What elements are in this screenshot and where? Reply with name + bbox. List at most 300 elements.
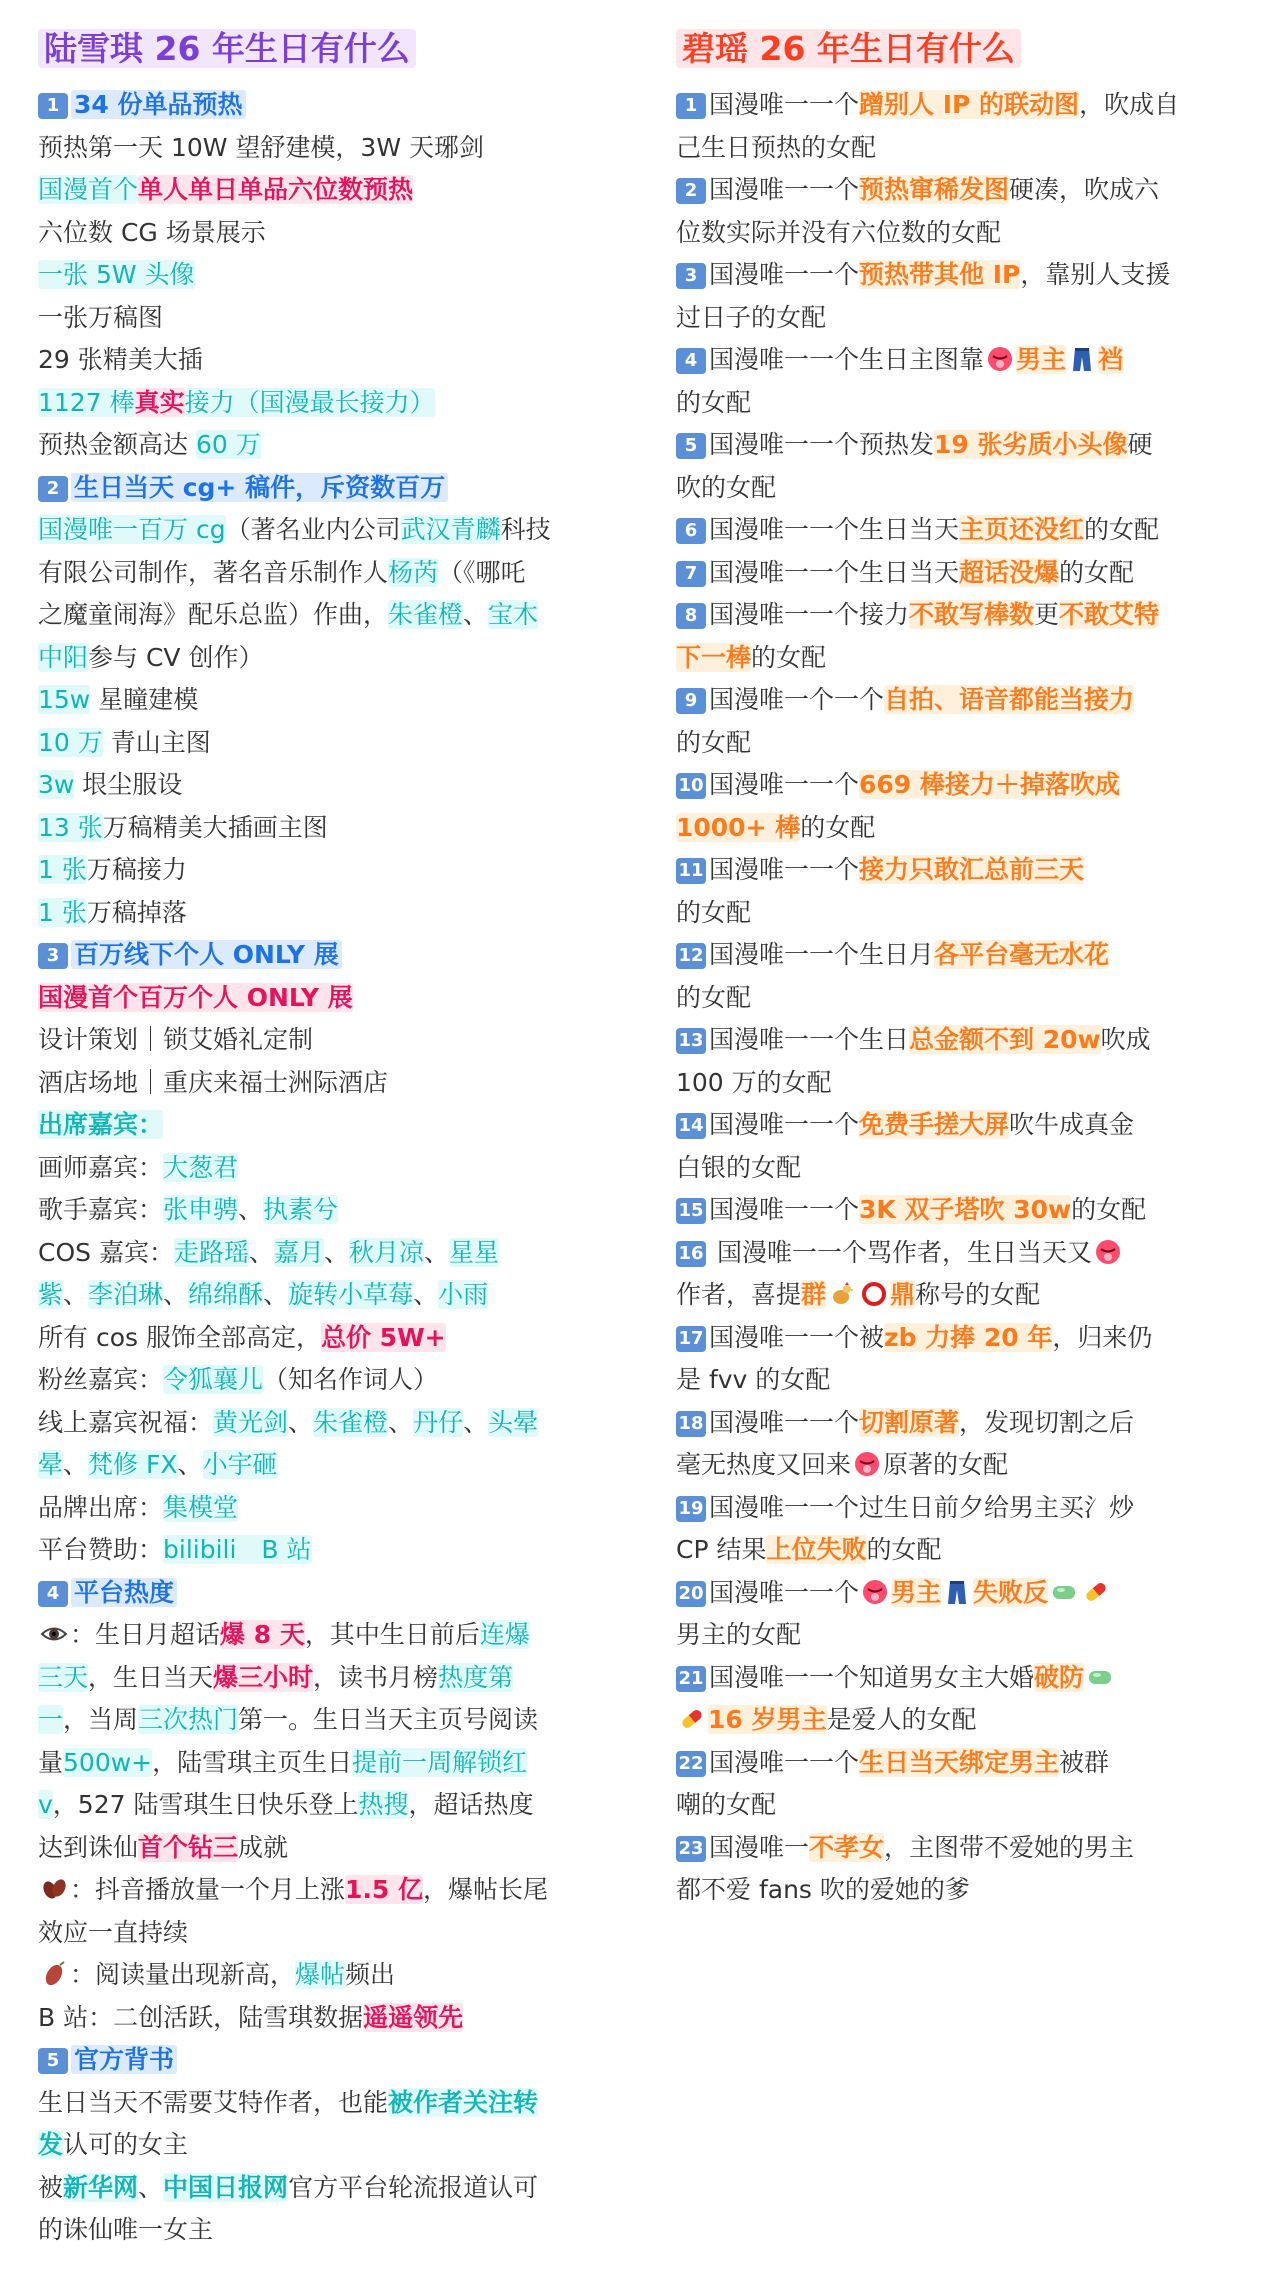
line-text: 达到诛仙 <box>38 1832 139 1862</box>
line-text: 品牌出席： <box>38 1492 164 1522</box>
right-text-line <box>676 84 1246 127</box>
line-text: 原著的女配 <box>883 1450 1009 1479</box>
right-text-line <box>676 1274 1246 1317</box>
left-text-line <box>38 382 598 425</box>
right-text-line <box>676 509 1246 552</box>
highlight-text: 19 张劣质小头像 <box>934 430 1128 459</box>
right-text-line <box>676 1657 1246 1700</box>
right-text-line <box>676 1827 1246 1870</box>
left-text-line <box>38 1699 598 1742</box>
right-text-line <box>676 467 1246 510</box>
line-text: 国漫唯一一个被 <box>709 1322 885 1352</box>
left-text-line <box>38 1062 598 1105</box>
left-text-line <box>38 1657 598 1700</box>
line-text: 国漫唯一一个过生日前夕给男主买氵炒 <box>709 1492 1135 1522</box>
line-text: 国漫唯一一个 <box>709 90 860 119</box>
line-text: 、 <box>388 1407 414 1437</box>
highlight-text: 集模堂 <box>163 1492 239 1522</box>
line-text: 国漫唯一一个接力 <box>709 600 910 629</box>
highlight-text: 15w <box>38 685 91 714</box>
number-badge: 13 <box>676 1028 706 1054</box>
left-text-line <box>38 424 598 467</box>
number-badge: 5 <box>676 433 706 459</box>
left-text-line <box>38 1869 598 1912</box>
line-text: 己生日预热的女配 <box>676 132 877 162</box>
line-text: 六位数 CG 场景展示 <box>38 217 266 247</box>
line-text: 毫无热度又回来 <box>676 1450 852 1479</box>
left-text-line <box>38 679 598 722</box>
line-text: 过日子的女配 <box>676 302 827 332</box>
highlight-text: 鼎 <box>890 1280 916 1309</box>
left-text-line <box>38 849 598 892</box>
highlight-text: 爆帖 <box>295 1960 346 1989</box>
line-text: 国漫唯一一个骂作者，生日当天又 <box>709 1237 1092 1267</box>
right-text-line <box>676 1572 1246 1615</box>
line-text: 的女配 <box>866 1535 942 1564</box>
highlight-text: 新华网 <box>63 2172 139 2202</box>
highlight-text: 三天 <box>38 1662 89 1692</box>
highlight-text: 丹仔 <box>413 1407 464 1437</box>
right-text-line <box>676 892 1246 935</box>
right-text-line <box>676 254 1246 297</box>
line-text: 、 <box>63 1450 89 1479</box>
line-text: 歌手嘉宾： <box>38 1195 164 1224</box>
line-text: 国漫唯一一个知道男女主大婚 <box>709 1662 1035 1692</box>
line-text: 之魔童闹海》配乐总监）作曲， <box>38 600 389 629</box>
line-text: 是 fvv 的女配 <box>676 1365 831 1394</box>
eye-icon <box>40 1619 68 1647</box>
line-text: 100 万的女配 <box>676 1067 832 1097</box>
highlight-text: 自拍、语音都能当接力 <box>884 685 1135 714</box>
highlight-text: 失败反 <box>973 1577 1049 1607</box>
highlight-text: zb 力捧 20 年 <box>884 1322 1053 1352</box>
left-text-line <box>38 594 598 637</box>
highlight-text: 不敢写棒数 <box>909 600 1035 629</box>
left-text-line <box>38 339 598 382</box>
right-text-line <box>676 722 1246 765</box>
number-badge: 8 <box>676 603 706 629</box>
line-text: 频出 <box>345 1960 396 1989</box>
left-text-line <box>38 1487 598 1530</box>
left-lines <box>38 84 598 2252</box>
right-text-line <box>676 1147 1246 1190</box>
highlight-text: 爆三小时 <box>213 1662 314 1692</box>
right-text-line <box>676 169 1246 212</box>
line-text: 是爱人的女配 <box>826 1705 977 1734</box>
highlight-text: 三次热门 <box>138 1705 239 1734</box>
line-text: ：抖音播放量一个月上涨 <box>70 1875 346 1904</box>
line-text: 、 <box>413 1280 439 1309</box>
right-text-line <box>676 1487 1246 1530</box>
highlight-text: 单人单日单品六位数预热 <box>138 175 414 204</box>
right-text-line <box>676 1019 1246 1062</box>
right-text-line <box>676 297 1246 340</box>
right-text-line <box>676 339 1246 382</box>
left-text-line <box>38 1784 598 1827</box>
line-text: 第一。生日当天主页号阅读 <box>238 1705 539 1734</box>
left-section-heading <box>38 84 598 127</box>
right-text-line <box>676 637 1246 680</box>
left-text-line <box>38 127 598 170</box>
line-text: ，527 陆雪琪生日快乐登上 <box>52 1790 359 1819</box>
line-text: ，靠别人支援 <box>1020 260 1171 289</box>
left-text-line <box>38 169 598 212</box>
highlight-text: 提前一周解锁红 <box>352 1747 528 1777</box>
line-text: 国漫唯一 <box>709 1832 810 1862</box>
right-text-line <box>676 382 1246 425</box>
highlight-text: 各平台毫无水花 <box>934 940 1110 969</box>
left-text-line <box>38 1317 598 1360</box>
highlight-text: 男主 <box>891 1577 942 1607</box>
line-text: 硬 <box>1127 430 1153 459</box>
line-text: （《哪吒 <box>438 557 526 587</box>
pill-icon <box>678 1704 706 1732</box>
right-text-line <box>676 1062 1246 1105</box>
right-text-line <box>676 424 1246 467</box>
highlight-text: 破防 <box>1034 1662 1085 1692</box>
highlight-text: 1000+ 棒 <box>676 812 801 842</box>
highlight-text: 一 <box>38 1705 64 1734</box>
left-section-heading <box>38 1572 598 1615</box>
highlight-text: bilibili B 站 <box>163 1535 312 1564</box>
highlight-text: 超话没爆 <box>959 557 1060 587</box>
highlight-text: 被作者关注转 <box>388 2087 539 2117</box>
left-text-line <box>38 2082 598 2125</box>
line-text: 国漫唯一一个 <box>709 855 860 884</box>
right-text-line <box>676 127 1246 170</box>
highlight-text: 嘉月 <box>273 1237 324 1267</box>
left-text-line <box>38 807 598 850</box>
highlight-text: 朱雀橙 <box>313 1407 389 1437</box>
left-text-line <box>38 1444 598 1487</box>
line-text: 青山主图 <box>102 727 211 757</box>
line-text: 男主的女配 <box>676 1620 802 1649</box>
highlight-text: 蹭别人 IP 的联动图 <box>859 90 1080 119</box>
number-badge: 2 <box>38 476 68 502</box>
line-text: 国漫唯一一个 <box>709 1195 860 1224</box>
right-text-line <box>676 807 1246 850</box>
line-text: 34 份单品预热 <box>71 90 246 119</box>
highlight-text: 669 棒接力＋掉落吹成 <box>859 770 1120 799</box>
left-text-line <box>38 212 598 255</box>
line-text: 国漫唯一一个 <box>709 260 860 289</box>
tongue-icon <box>986 344 1014 372</box>
number-badge: 1 <box>38 93 68 119</box>
rooster-icon <box>828 1279 856 1307</box>
highlight-text: 主页还没红 <box>959 515 1085 544</box>
highlight-text: 张申骋 <box>163 1195 239 1224</box>
highlight-text: 10 万 <box>38 727 103 757</box>
line-text: 国漫唯一一个 <box>709 1747 860 1777</box>
line-text: 的女配 <box>676 982 752 1012</box>
right-text-line <box>676 1699 1246 1742</box>
number-badge: 4 <box>676 348 706 374</box>
line-text: ，爆帖长尾 <box>423 1875 549 1904</box>
sweet-potato-icon <box>40 1959 68 1987</box>
right-text-line <box>676 1614 1246 1657</box>
left-text-line <box>38 764 598 807</box>
number-badge: 11 <box>676 858 706 884</box>
left-text-line <box>38 2209 598 2252</box>
left-column <box>38 22 598 2252</box>
left-text-line <box>38 1274 598 1317</box>
highlight-text: 国漫首个百万个人 ONLY 展 <box>38 982 353 1012</box>
line-text: ，超话热度 <box>408 1790 534 1819</box>
line-text: 、 <box>463 1407 489 1437</box>
highlight-text: 总价 5W+ <box>320 1322 446 1352</box>
line-text: 作者，喜提 <box>676 1280 802 1309</box>
line-text: 、 <box>238 1195 264 1224</box>
left-text-line <box>38 722 598 765</box>
right-text-line <box>676 1529 1246 1572</box>
line-text: CP 结果 <box>676 1535 767 1564</box>
highlight-text: 秋月凉 <box>349 1237 425 1267</box>
line-text: 垠尘服设 <box>74 770 183 799</box>
line-text: 都不爱 fans 吹的爱她的爹 <box>676 1875 970 1904</box>
number-badge: 22 <box>676 1751 706 1777</box>
right-text-line <box>676 934 1246 977</box>
line-text: 、 <box>424 1237 450 1267</box>
highlight-text: 出席嘉宾： <box>38 1110 164 1139</box>
right-text-line <box>676 1189 1246 1232</box>
left-text-line <box>38 1147 598 1190</box>
tongue-icon <box>853 1449 881 1477</box>
number-badge: 3 <box>676 263 706 289</box>
highlight-text: 令狐襄儿 <box>163 1365 264 1394</box>
highlight-text: 预热窜稀发图 <box>859 175 1010 204</box>
line-text: 平台赞助： <box>38 1535 164 1564</box>
highlight-text: 真实 <box>134 387 185 417</box>
bean-icon <box>40 1874 68 1902</box>
highlight-text: 13 张 <box>38 812 103 842</box>
highlight-text: 国漫首个 <box>38 175 139 204</box>
line-text: 位数实际并没有六位数的女配 <box>676 217 1002 247</box>
right-text-line <box>676 594 1246 637</box>
line-text: ：生日月超话 <box>70 1620 221 1649</box>
highlight-text: 接力只敢汇总前三天 <box>859 855 1085 884</box>
highlight-text: v <box>38 1790 53 1819</box>
left-text-line <box>38 977 598 1020</box>
left-text-line <box>38 509 598 552</box>
highlight-text: 60 万 <box>195 430 261 459</box>
right-text-line <box>676 1317 1246 1360</box>
left-text-line <box>38 552 598 595</box>
highlight-text: 1.5 亿 <box>345 1875 424 1904</box>
line-text: 的诛仙唯一女主 <box>38 2215 214 2244</box>
tongue-icon <box>861 1577 889 1605</box>
line-text: 画师嘉宾： <box>38 1152 164 1182</box>
line-text: 百万线下个人 ONLY 展 <box>71 940 342 969</box>
line-text: 嘲的女配 <box>676 1790 777 1819</box>
right-column <box>676 22 1246 1912</box>
left-text-line <box>38 1359 598 1402</box>
left-text-line <box>38 1529 598 1572</box>
line-text: 更 <box>1034 600 1060 629</box>
line-text: 国漫唯一一个生日主图靠 <box>709 345 985 374</box>
left-text-line <box>38 1912 598 1955</box>
left-text-line <box>38 1189 598 1232</box>
line-text: 国漫唯一一个 <box>709 175 860 204</box>
soap-icon <box>1086 1662 1114 1690</box>
number-badge: 4 <box>38 1581 68 1607</box>
highlight-text: 紫 <box>38 1280 64 1309</box>
line-text: 的女配 <box>1059 557 1135 587</box>
highlight-text: 大葱君 <box>163 1152 239 1182</box>
right-text-line <box>676 679 1246 722</box>
line-text: 白银的女配 <box>676 1152 802 1182</box>
right-text-line <box>676 977 1246 1020</box>
number-badge: 16 <box>676 1241 706 1267</box>
line-text: ，其中生日前后 <box>304 1620 480 1649</box>
line-text: 认可的女主 <box>63 2130 189 2159</box>
highlight-text: 头晕 <box>488 1407 539 1437</box>
highlight-text: 中国日报网 <box>163 2172 289 2202</box>
left-text-line <box>38 892 598 935</box>
line-text: （著名业内公司 <box>225 515 401 544</box>
jeans-icon <box>943 1577 971 1605</box>
highlight-text: 热搜 <box>358 1790 409 1819</box>
number-badge: 23 <box>676 1836 706 1862</box>
highlight-text: 热度第 <box>438 1662 514 1692</box>
highlight-text: 爆 8 天 <box>220 1620 305 1649</box>
left-text-line <box>38 1402 598 1445</box>
number-badge: 21 <box>676 1666 706 1692</box>
line-text: 的女配 <box>751 642 827 672</box>
line-text: 29 张精美大插 <box>38 345 203 374</box>
line-text: 的女配 <box>1084 515 1160 544</box>
highlight-text: 生日当天绑定男主 <box>859 1747 1060 1777</box>
line-text: ，生日当天 <box>88 1662 214 1692</box>
highlight-text: 武汉青麟 <box>400 515 501 544</box>
highlight-text: 不孝女 <box>809 1832 885 1862</box>
right-lines <box>676 84 1246 1912</box>
line-text: ，陆雪琪主页生日 <box>152 1747 353 1777</box>
line-text: 国漫唯一一个 <box>709 1407 860 1437</box>
line-text: 的女配 <box>1071 1195 1147 1224</box>
line-text: 万稿接力 <box>86 855 187 884</box>
number-badge: 1 <box>676 93 706 119</box>
right-text-line <box>676 1232 1246 1275</box>
line-text: ，当周 <box>63 1705 139 1734</box>
highlight-text: 星星 <box>449 1237 500 1267</box>
line-text: COS 嘉宾： <box>38 1237 174 1267</box>
line-text: 国漫唯一一个生日当天 <box>709 557 960 587</box>
line-text: 国漫唯一一个预热发 <box>709 430 935 459</box>
number-badge: 12 <box>676 943 706 969</box>
highlight-text: 绵绵酥 <box>188 1280 264 1309</box>
highlight-text: 3w <box>38 770 75 799</box>
highlight-text: 发 <box>38 2130 64 2159</box>
highlight-text: 朱雀橙 <box>388 600 464 629</box>
number-badge: 7 <box>676 561 706 587</box>
jeans-icon <box>1068 344 1096 372</box>
highlight-text: 接力（国漫最长接力） <box>184 387 435 417</box>
line-text: 设计策划｜锁艾婚礼定制 <box>38 1025 314 1054</box>
soap-icon <box>1050 1577 1078 1605</box>
line-text: 、 <box>263 1280 289 1309</box>
highlight-text: 李泊琳 <box>88 1280 164 1309</box>
line-text: 国漫唯一个一个 <box>709 685 885 714</box>
highlight-text: 不敢艾特 <box>1059 600 1160 629</box>
line-text: 官方背书 <box>71 2045 177 2074</box>
highlight-text: 首个钻三 <box>138 1832 239 1862</box>
highlight-text: 16 岁男主 <box>708 1705 827 1734</box>
number-badge: 14 <box>676 1113 706 1139</box>
line-text: 、 <box>163 1280 189 1309</box>
line-text: 预热第一天 10W 望舒建模，3W 天琊剑 <box>38 132 484 162</box>
line-text: ，主图带不爱她的男主 <box>884 1832 1135 1862</box>
number-badge: 5 <box>38 2048 68 2074</box>
line-text: ，读书月榜 <box>313 1662 439 1692</box>
left-text-line <box>38 297 598 340</box>
highlight-text: 切割原著 <box>859 1407 960 1437</box>
highlight-text: 杨芮 <box>388 557 439 587</box>
highlight-text: 1 张 <box>38 855 87 884</box>
line-text: 生日当天 cg+ 稿件，斥资数百万 <box>71 473 448 502</box>
left-text-line <box>38 1019 598 1062</box>
right-text-line <box>676 1742 1246 1785</box>
line-text: 效应一直持续 <box>38 1917 189 1947</box>
highlight-text: 晕 <box>38 1450 64 1479</box>
line-text: 、 <box>288 1407 314 1437</box>
right-text-line <box>676 1359 1246 1402</box>
line-text: 、 <box>248 1237 274 1267</box>
line-text: 成就 <box>238 1832 289 1862</box>
left-section-heading <box>38 2039 598 2082</box>
line-text: ：阅读量出现新高， <box>70 1960 296 1989</box>
right-text-line <box>676 1402 1246 1445</box>
number-badge: 17 <box>676 1326 706 1352</box>
left-text-line <box>38 2167 598 2210</box>
highlight-text: 梵修 FX <box>88 1450 178 1479</box>
right-text-line <box>676 1104 1246 1147</box>
left-text-line <box>38 1742 598 1785</box>
line-text: 、 <box>177 1450 203 1479</box>
left-text-line <box>38 1827 598 1870</box>
highlight-text: 一张 5W 头像 <box>38 260 195 289</box>
number-badge: 18 <box>676 1411 706 1437</box>
line-text: 酒店场地｜重庆来福士洲际酒店 <box>38 1067 389 1097</box>
line-text: 被群 <box>1059 1747 1110 1777</box>
line-text: ，发现切割之后 <box>959 1407 1135 1437</box>
left-section-heading <box>38 934 598 977</box>
left-text-line <box>38 2124 598 2167</box>
highlight-text: 上位失败 <box>766 1535 867 1564</box>
highlight-text: 裆 <box>1098 345 1124 374</box>
highlight-text: 宝木 <box>488 600 539 629</box>
right-text-line <box>676 764 1246 807</box>
line-text: 吹牛成真金 <box>1009 1110 1135 1139</box>
number-badge: 6 <box>676 518 706 544</box>
line-text: 预热金额高达 <box>38 430 196 459</box>
line-text: 吹的女配 <box>676 472 777 502</box>
line-text: 粉丝嘉宾： <box>38 1365 164 1394</box>
highlight-text: 遥遥领先 <box>363 2002 464 2032</box>
highlight-text: 预热带其他 IP <box>859 260 1021 289</box>
highlight-text: 免费手搓大屏 <box>859 1110 1010 1139</box>
line-text: 生日当天不需要艾特作者，也能 <box>38 2087 389 2117</box>
left-title-text: 陆雪琪 26 年生日有什么 <box>38 29 416 68</box>
line-text: 有限公司制作，著名音乐制作人 <box>38 557 389 587</box>
line-text: 国漫唯一一个生日当天 <box>709 515 960 544</box>
line-text: 、 <box>324 1237 350 1267</box>
line-text: 、 <box>138 2172 164 2202</box>
left-text-line <box>38 1614 598 1657</box>
right-title-text: 碧瑶 26 年生日有什么 <box>676 29 1021 68</box>
left-text-line <box>38 1232 598 1275</box>
line-text: 称号的女配 <box>915 1280 1041 1309</box>
right-text-line <box>676 1444 1246 1487</box>
